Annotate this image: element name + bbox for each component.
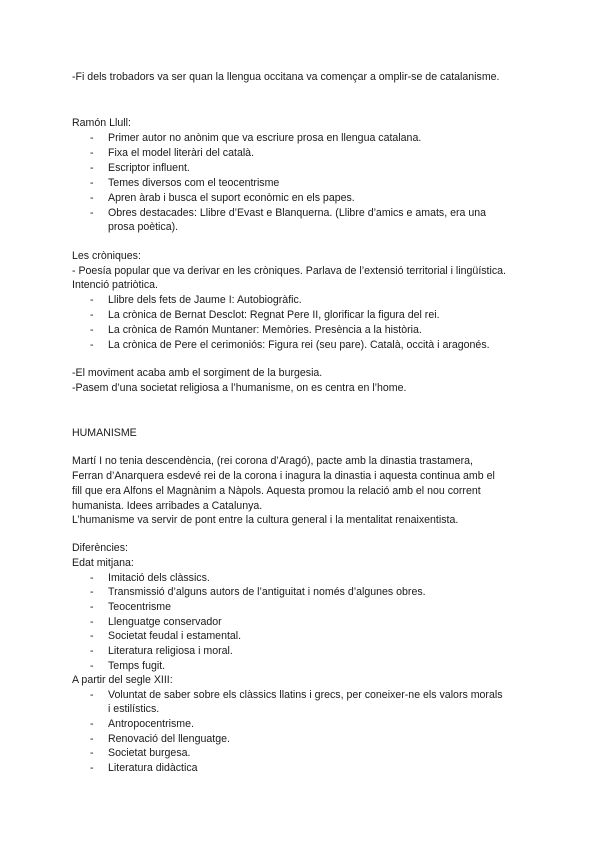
bullet-dash: -: [90, 616, 94, 628]
list-item-text: La crònica de Pere el cerimoniós: Figura rei (seu pare). Català, occità i aragonés.: [108, 339, 490, 351]
list-item-text: Llenguatge conservador: [108, 616, 222, 628]
humanisme-paragraph-line: L’humanisme va servir de pont entre la cultura general i la mentalitat renaixentista.: [72, 514, 459, 526]
list-item-text: Escriptor influent.: [108, 162, 190, 174]
list-item-text: Obres destacades: Llibre d’Evast e Blanquerna. (Llibre d’amics e amats, era una: [108, 207, 487, 219]
list-item-text: Renovació del llenguatge.: [108, 733, 230, 745]
croniques-heading: Les cròniques:: [72, 250, 141, 262]
list-item-text: Transmissió d’alguns autors de l’antiguitat i només d’algunes obres.: [108, 586, 426, 598]
transition-line-2: -Pasem d’una societat religiosa a l’humanisme, on es centra en l’home.: [72, 382, 407, 394]
bullet-dash: -: [90, 586, 94, 598]
edat-mitjana-heading: Edat mitjana:: [72, 557, 134, 569]
list-item-text: Societat feudal i estamental.: [108, 630, 242, 642]
bullet-dash: -: [90, 645, 94, 657]
intro-line: -Fi dels trobadors va ser quan la llengua occitana va començar a omplir-se de catalanisme.: [72, 71, 500, 83]
bullet-dash: -: [90, 192, 94, 204]
croniques-line-2: Intenció patriòtica.: [72, 279, 158, 291]
list-item-text: prosa poètica).: [108, 221, 179, 233]
bullet-dash: -: [90, 762, 94, 774]
list-item-text: Antropocentrisme.: [108, 718, 194, 730]
bullet-dash: -: [90, 572, 94, 584]
bullet-dash: -: [90, 309, 94, 321]
list-item-text: Fixa el model literàri del català.: [108, 147, 255, 159]
list-item-text: Societat burgesa.: [108, 747, 191, 759]
bullet-dash: -: [90, 601, 94, 613]
bullet-dash: -: [90, 147, 94, 159]
list-item-text: La crònica de Bernat Desclot: Regnat Pere II, glorificar la figura del rei.: [108, 309, 440, 321]
llull-heading: Ramón Llull:: [72, 117, 131, 129]
list-item-text: Llibre dels fets de Jaume I: Autobiogràfic.: [108, 294, 302, 306]
bullet-dash: -: [90, 630, 94, 642]
humanisme-paragraph-line: Ferran d’Anarquera esdevé rei de la corona i inagura la dinastia i aquesta continua amb el: [72, 470, 495, 482]
humanisme-heading: HUMANISME: [72, 427, 137, 439]
segle-xiii-heading: A partir del segle XIII:: [72, 674, 173, 686]
bullet-dash: -: [90, 177, 94, 189]
list-item-text: Imitació dels clàssics.: [108, 572, 210, 584]
list-item-text: Primer autor no anònim que va escriure prosa en llengua catalana.: [108, 132, 422, 144]
bullet-dash: -: [90, 324, 94, 336]
list-item-text: i estilístics.: [108, 703, 160, 715]
humanisme-paragraph-line: humanista. Idees arribades a Catalunya.: [72, 500, 263, 512]
bullet-dash: -: [90, 132, 94, 144]
list-item-text: Temes diversos com el teocentrisme: [108, 177, 280, 189]
list-item-text: Voluntat de saber sobre els clàssics llatins i grecs, per coneixer-ne els valors morals: [108, 689, 503, 701]
list-item-text: Literatura religiosa i moral.: [108, 645, 233, 657]
list-item-text: La crònica de Ramón Muntaner: Memòries. Presència a la història.: [108, 324, 422, 336]
bullet-dash: -: [90, 162, 94, 174]
bullet-dash: -: [90, 718, 94, 730]
bullet-dash: -: [90, 747, 94, 759]
croniques-line-1: - Poesía popular que va derivar en les cròniques. Parlava de l’extensió territorial i lingüística.: [72, 265, 506, 277]
list-item-text: Teocentrisme: [108, 601, 171, 613]
bullet-dash: -: [90, 733, 94, 745]
diferencies-heading: Diferències:: [72, 542, 128, 554]
bullet-dash: -: [90, 689, 94, 701]
bullet-dash: -: [90, 339, 94, 351]
bullet-dash: -: [90, 207, 94, 219]
humanisme-paragraph-line: fill que era Alfons el Magnànim a Nàpols. Aquesta promou la relació amb el nou corrent: [72, 485, 481, 497]
transition-line-1: -El moviment acaba amb el sorgiment de la burgesia.: [72, 367, 323, 379]
list-item-text: Apren àrab i busca el suport econòmic en els papes.: [108, 192, 355, 204]
list-item-text: Literatura didàctica: [108, 762, 198, 774]
humanisme-paragraph-line: Martí I no tenia descendència, (rei corona d’Aragó), pacte amb la dinastia trastamera,: [72, 455, 474, 467]
bullet-dash: -: [90, 660, 94, 672]
bullet-dash: -: [90, 294, 94, 306]
list-item-text: Temps fugit.: [108, 660, 166, 672]
